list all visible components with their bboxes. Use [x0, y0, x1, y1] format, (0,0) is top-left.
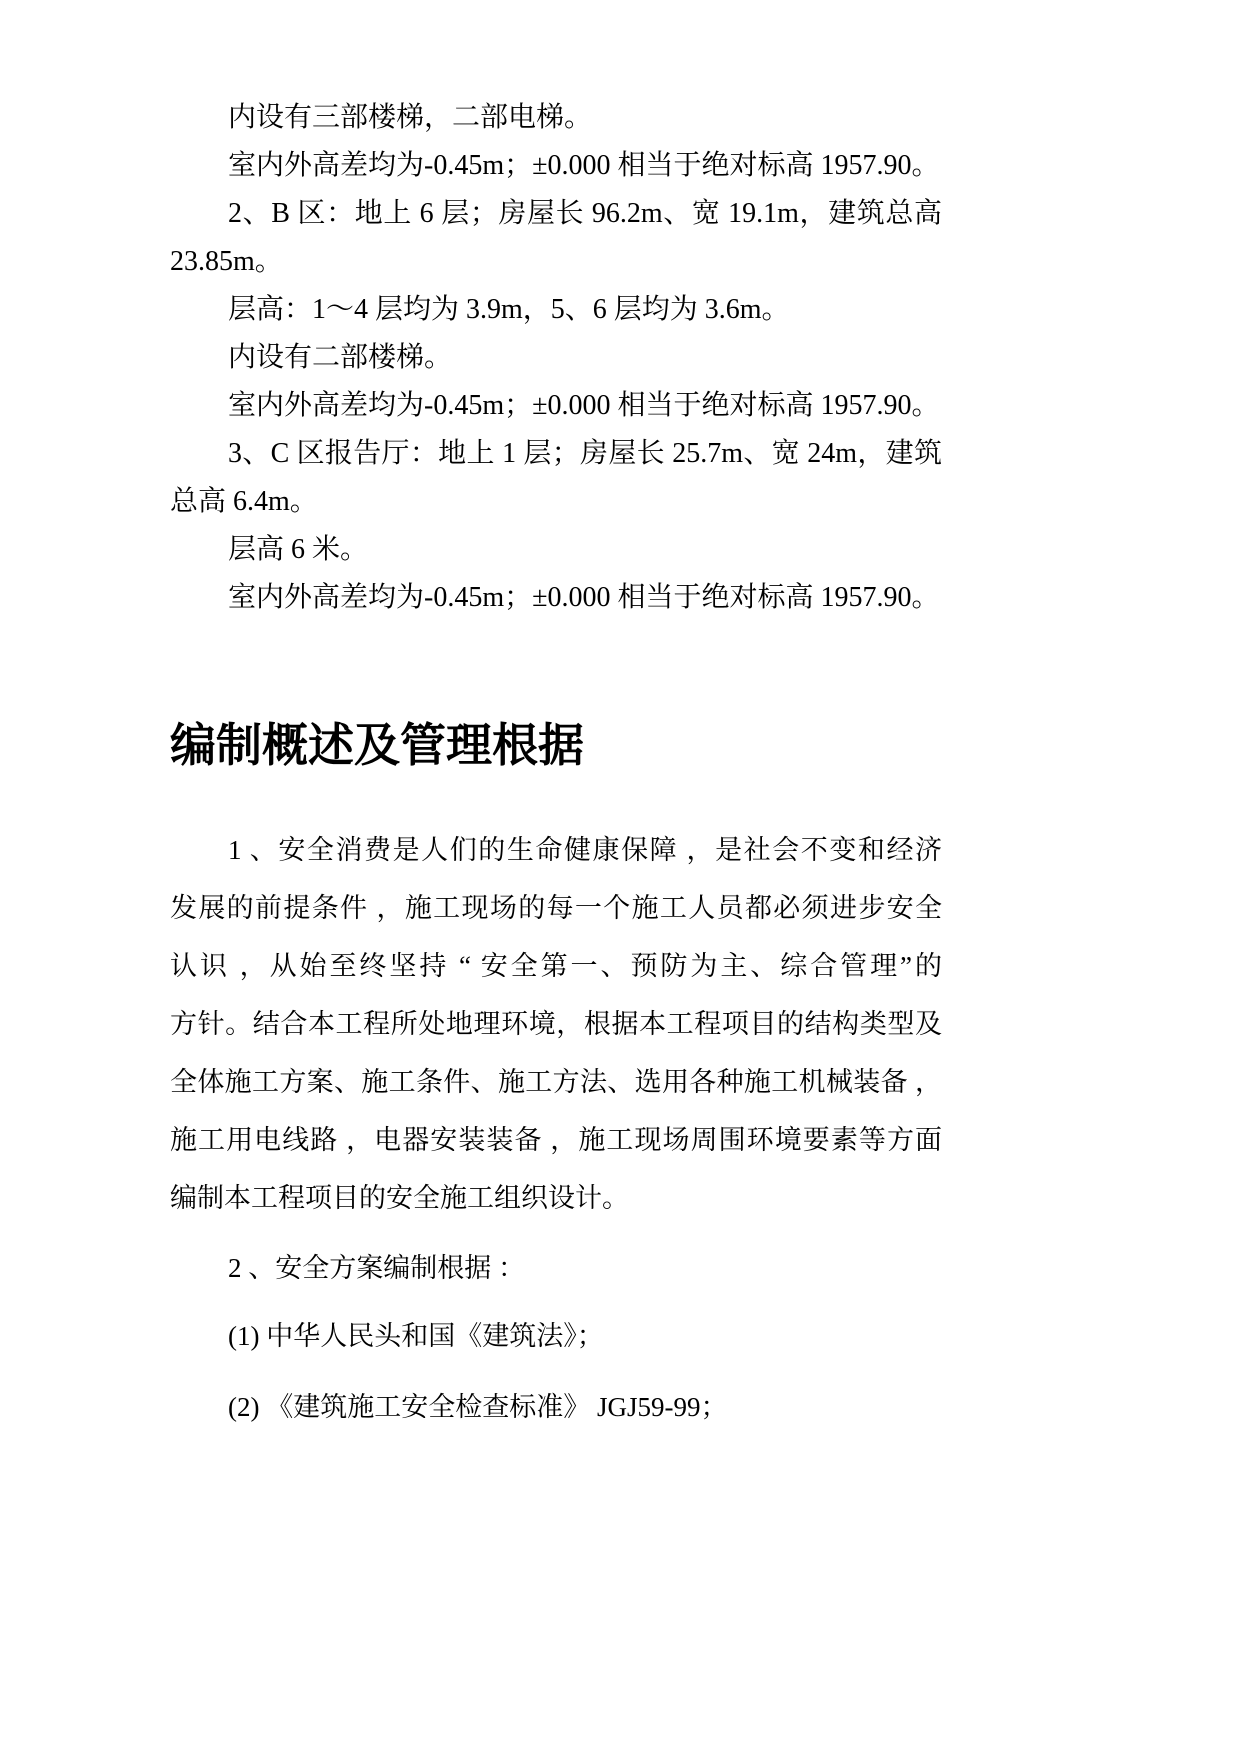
overview-line: 23.85m。 [170, 246, 283, 277]
overview-line: 层高：1～4 层均为 3.9m，5、6 层均为 3.6m。 [228, 294, 790, 325]
overview-line: 3、C 区报告厅：地上 1 层；房屋长 25.7m、宽 24m，建筑 [228, 438, 942, 469]
basis-item: (1) 中华人民头和国《建筑法》； [228, 1321, 604, 1351]
section-heading: 编制概述及管理根据 [170, 718, 584, 772]
overview-line: 内设有二部楼梯。 [228, 342, 453, 373]
paragraph-point-1 [170, 821, 942, 1227]
paragraph-line: 全体施工方案、施工条件、施工方法、选用各种施工机械装备 ， [170, 1067, 942, 1097]
paragraph-line: 施工用电线路 ，电器安装装备 ，施工现场周围环境要素等方面 [170, 1125, 942, 1155]
overview-line: 室内外高差均为-0.45m；±0.000 相当于绝对标高 1957.90。 [228, 150, 940, 181]
overview-line: 内设有三部楼梯，二部电梯。 [228, 102, 593, 133]
paragraph-line: 方针。结合本工程所处地理环境，根据本工程项目的结构类型及 [170, 1009, 942, 1039]
paragraph-line: 1 、安全消费是人们的生命健康保障 ，是社会不变和经济 [228, 835, 942, 865]
paragraph-line: 编制本工程项目的安全施工组织设计。 [170, 1183, 629, 1213]
overview-line: 室内外高差均为-0.45m；±0.000 相当于绝对标高 1957.90。 [228, 390, 940, 421]
overview-line: 总高 6.4m。 [170, 486, 318, 517]
basis-item: (2) 《建筑施工安全检查标准》 JGJ59-99； [228, 1392, 728, 1422]
paragraph-line: 发展的前提条件 ，施工现场的每一个施工人员都必须进步安全 [170, 893, 942, 923]
overview-line: 2、B 区：地上 6 层；房屋长 96.2m、宽 19.1m，建筑总高 [228, 198, 942, 229]
basis-heading: 2 、安全方案编制根据 ： [228, 1253, 525, 1283]
paragraph-line: 认识 ，从始至终坚持 “ 安全第一、预防为主、综合管理”的 [170, 951, 942, 981]
overview-line: 室内外高差均为-0.45m；±0.000 相当于绝对标高 1957.90。 [228, 582, 940, 613]
project-overview [170, 94, 942, 622]
overview-line: 层高 6 米。 [228, 534, 369, 565]
